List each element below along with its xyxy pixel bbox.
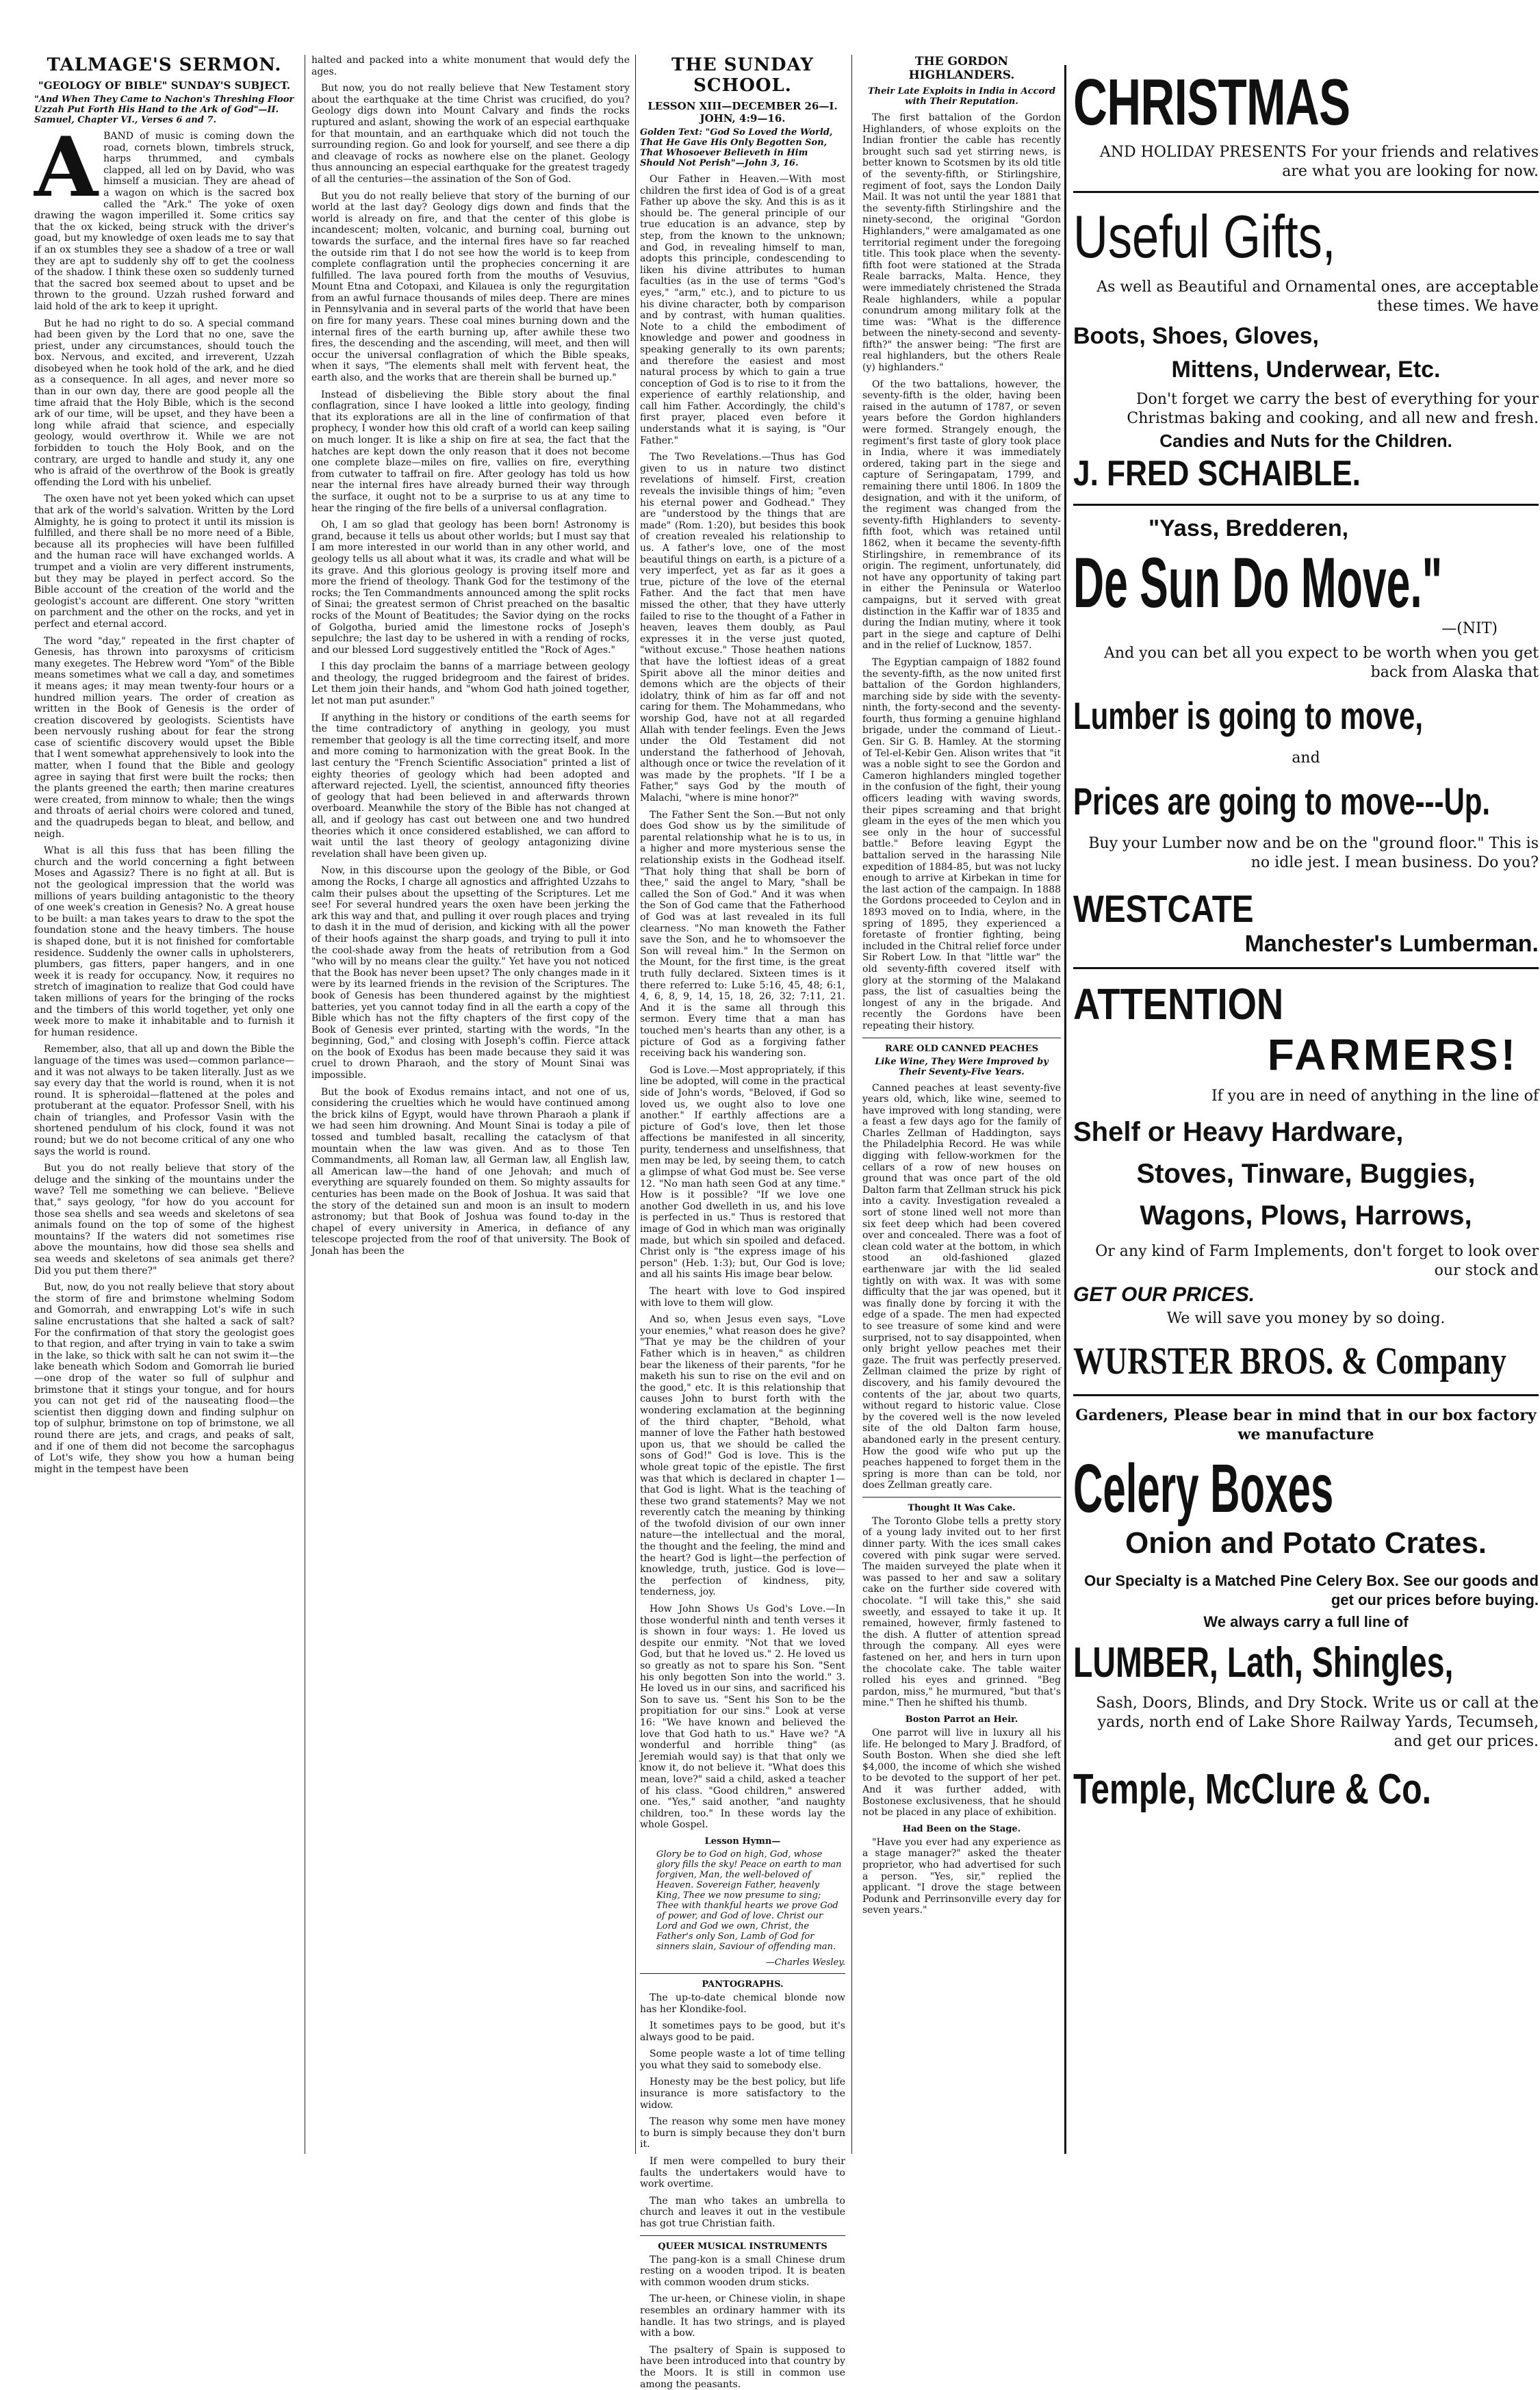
lesson-paragraph: The heart with love to God inspired with love to them will glow. <box>640 1286 845 1309</box>
cake-paragraph: The Toronto Globe tells a pretty story of a young lady invited out to her first dinner party. With the ices small cakes covered with pink sugar were served. The maiden surveyed the plate when it was passed to her and saw a solitary cake on the further side covered with chocolate. "I will take this," she said sweetly, and essayed to take it up. It remained, however, firmly fastened to the dish. A flutter of attention spread through the company. All eyes were fastened on her, and hers in turn upon the chocolate cake. The table waiter rolled his eyes and grinned. "Beg pardon, miss," he murmured, "but that's mine." Then he shifted his thumb. <box>862 1515 1061 1709</box>
stage-paragraph: "Have you ever had any experience as a stage manager?" asked the theater proprietor, who had advertised for such a person. "Yes, sir," replied the applicant. "I drove the stage between Podunk and Perrinsonville every day for seven years." <box>862 1836 1061 1916</box>
sermon-paragraph: But the book of Exodus remains intact, and not one of us, considering the cruelties which he would have continued among the brick kilns of Egypt, would have thrown Pharaoh a plank if we had seen him drowning. And Mount Sinai is today a pile of tossed and tumbled basalt, recalling the cataclysm of that mountain when the law was given. And as to those Ten Commandments, all Roman law, all German law, all English law, all American law—the hand of one Jehovah; and much of everything are squarely founded on them. So mighty assaults for centuries has been made on the Book of Joshua. It was said that the story of the detained sun and moon is an insult to modern astronomy; but that Book of Joshua was found to-day in the chapel of every university in America, in defiance of any telescope projected from the roof of that university. The Book of Jonah has been the <box>311 1086 630 1257</box>
parrot-headline: Boston Parrot an Heir. <box>905 1714 1018 1725</box>
beautiful-text: As well as Beautiful and Ornamental ones, are acceptable these times. We have <box>1096 279 1539 315</box>
peaches-headline: RARE OLD CANNED PEACHES <box>885 1043 1038 1054</box>
always-text: We always carry a full line of <box>1203 1613 1409 1630</box>
pantograph-item: The reason why some men have money to burn is simply because they don't burn it. <box>640 2116 845 2150</box>
holiday-text: AND HOLIDAY PRESENTS For your friends and relatives are what you are looking for now. <box>1099 144 1539 180</box>
stoves-line: Stoves, Tinware, Buggies, <box>1136 1159 1476 1189</box>
golden-text: Golden Text: "God So Loved the World, That He Gave His Only Begotten Son, That Whosoever Believeth in Him Should Not Perish"—John 3, 16. <box>640 127 833 168</box>
lesson-hymn-heading: Lesson Hymn— <box>704 1836 781 1847</box>
instrument-item: The pang-kon is a small Chinese drum resting on a wooden tripod. It is beaten with common wooden drum sticks. <box>640 2254 845 2288</box>
hymn-author: —Charles Wesley. <box>765 1957 845 1968</box>
lesson-paragraph: And so, when Jesus even says, "Love your enemies," what reason does he give? "That ye may be the children of your Father which is in heaven," as children bear the likeness of their parents, "for he maketh his sun to rise on the evil and on the good," etc. It is this relationship that causes John to burst forth with the wondering exclamation at the beginning of the third chapter, "Behold, what manner of love the Father hath bestowed upon us, that we should be called the sons of God!" God is love. This is the whole great topic of the epistle. The first was that which is declared in chapter 1—that God is light. What is the teaching of these two grand statements? May we not reverently catch the meaning by thinking of the twofold division of our own inner nature—the intellectual and the moral, the thought and the feeling, the mind and the heart? God is light—the perfection of knowledge, truth, justice. God is love—the perfection of kindness, pity, tenderness, joy. <box>640 1314 845 1598</box>
pantograph-item: It sometimes pays to be good, but it's always good to be paid. <box>640 2020 845 2043</box>
specialty-text: Our Specialty is a Matched Pine Celery Box. See our goods and get our prices before buying. <box>1084 1572 1539 1608</box>
gordon-paragraph: The first battalion of the Gordon Highlanders, of whose exploits on the Indian frontier the cable has recently brought such sad yet stirring news, is better known to Scotsmen by its old title of the seventy-fifth, or Stirlingshire, regiment of foot, says the London Daily Mail. It was not until the year 1881 that the seventy-fifth Stirlingshire and the ninety-second, the original "Gordon Highlanders," were amalgamated as one territorial regiment under the foregoing title. This took place when the seventy-fifth foot were stationed at the Strada Reale barracks, Malta. Hence, they were immediately christened the Strada Reale highlanders, while a popular conundrum among military folk at the time was: "What is the difference between the ninety-second and seventy-fifth?" the answer being: "The first are real highlanders, but the others Reale (y) highlanders." <box>862 112 1061 374</box>
cake-headline: Thought It Was Cake. <box>908 1502 1016 1513</box>
peaches-deck: Like Wine, They Were Improved by Their Seventy-Five Years. <box>875 1056 1049 1077</box>
farmers-headline: FARMERS! <box>1267 1030 1518 1079</box>
sermon-paragraph: halted and packed into a white monument that would defy the ages. <box>311 55 630 77</box>
nit-note: —(NIT) <box>1441 620 1498 637</box>
prices-up-line: Prices are going to move---Up. <box>1073 780 1491 823</box>
lesson-paragraph: God is Love.—Most appropriately, if this line be adopted, will come in the practical side of John's words, "Beloved, if God so loved us, we ought also to love one another." If earthly affections are a picture of God's love, then let those affections be manifested in all sincerity, purity, tenderness and unselfishness, that men may be led, by seeing them, to catch a glimpse of what God must be. See verse 12. "No man hath seen God at any time." How is it possible? "If we love one another God dwelleth in us, and his love is perfected in us." Thus is restored that image of God in which man was originally made, but which sin spoiled and defaced. Christ only is "the express image of his person" (Heb. 1:3); but, Our God is love; and all his saints His image bear below. <box>640 1064 845 1281</box>
sermon-paragraph: What is all this fuss that has been filling the church and the world concerning a fight between Moses and Agassiz? There is no fight at all. But is not the geological impression that the world was millions of years building antagonistic to the theory of one week's creation in Genesis? No. A great house to be built: a man takes years to draw to the spot the foundation stone and the heavy timbers. The house is shaped done, but it is not finished for comfortable residence. Suddenly the owner calls in upholsterers, plumbers, gas fitters, paper hangers, and in one week it is ready for occupancy. Now, it requires no stretch of imagination to realize that God could have taken millions of years for the bringing of the rocks and the timbers of this world together, yet only one week more to make it inhabitable and to furnish it for human residence. <box>34 845 294 1038</box>
lath-line: LUMBER, Lath, Shingles, <box>1073 1639 1454 1686</box>
gordon-highlanders-column <box>862 55 1061 2154</box>
yass-line: "Yass, Bredderen, <box>1148 515 1349 541</box>
sermon-paragraph: BAND of music is coming down the road, cornets blown, timbrels struck, harps thrummed, and cymbals clapped, all led on by David, who was himself a musician. They are ahead of a wagon on which is the sacred box called the "Ark." The yoke of oxen drawing the wagon imperilled it. Some critics say that the ox kicked, being struck with the driver's goad, but my knowledge of oxen leads me to say that if an ox stumbles they see a shadow of a tree or wall they are apt to suddenly shy off to get the coolness of the shadow. I think these oxen so suddenly turned that the sacred box seemed about to upset and be thrown to the ground. Uzzah rushed forward and laid hold of the ark to keep it upright. <box>34 131 294 312</box>
advertisements-column <box>1064 65 1539 2154</box>
attention-headline: ATTENTION <box>1073 979 1284 1029</box>
lesson-paragraph: How John Shows Us God's Love.—In those wonderful ninth and tenth verses it is shown in four ways: 1. He loved us despite our enmity. "Not that we loved God, but that he loved us." 2. He loved us so greatly as not to spare his Son. "Sent his only begotten Son into the world." 3. He loved us in our sins, and sacrificed his Son to save us. "Sent his Son to be the propitiation for our sins." Look at verse 16: "We have known and believed the love that God hath to us." Have we? "A wonderful and horrible thing" (as Jeremiah would say) is that that only we know it, do not believe it. "What does this mean, love?" said a child, asked a teacher of his class. "Good children," answered one. "Yes," said another, "and naughty children, too." In these words lay the whole Gospel. <box>640 1604 845 1831</box>
peaches-paragraph: Canned peaches at least seventy-five years old, which, like wine, seemed to have improved with long standing, were a feast a few days ago for the family of Charles Zellman of Haddington, says the Philadelphia Record. He was while digging with fellow-workmen for the cellars of a row of new houses on ground that was once part of the old Dalton farm that Zellman struck his pick into a cavity. Investigation revealed a sort of stone lined well not more than six feet deep which had been covered over and concealed. There was a foot of clean cold water at the bottom, in which stood an old-fashioned glazed earthenware jar with the lid sealed tightly on with wax. It was with some difficulty that the jar was opened, but it was finally done by forcing it with the edge of a spade. The men had expected to see treasure of some kind and were surprised, not to say disappointed, when only bright yellow peaches met their gaze. The fruit was perfectly preserved. Zellman claimed the prize by right of discovery, and his family devoured the contents of the jar, about two quarts, without regard to historic value. Close by the covered well is the now leveled site of the old Dalton farm house, abandoned early in the present century. How the good wife who put up the peaches happened to forget them in the spring is more than can be told, nor does Zellman greatly care. <box>862 1082 1061 1491</box>
sermon-column-1 <box>34 55 294 2154</box>
gordon-paragraph: The Egyptian campaign of 1882 found the seventy-fifth, as the now united first battalion of the Gordon highlanders, marching side by side with the seventy-ninth, the forty-second and the seventy-fourth, thus forming a genuine highland brigade, under the command of Lieut.-Gen. Sir G. B. Hamley. At the storming of Tel-el-Kebir Gen. Alison writes that "it was a noble sight to see the Gordon and Cameron highlanders mingled together in the confusion of the fight, their young officers leading with waving swords, their pipes screaming and that bright gleam in the eyes of the men which you see only in the hour of successful battle." Before leaving Egypt the battalion served in the harassing Nile expedition of 1884-85, but was not lucky enough to arrive at Kirbekan in time for the last action of the campaign. In 1888 the Gordons proceeded to Ceylon and in 1893 moved on to India, where, in the spring of 1895, they experienced a foretaste of frontier fighting, being included in the Chitral relief force under Sir Robert Low. In that "little war" the old seventy-fifth covered itself with glory at the storming of the Malakand pass, the list of casualties being the longest of any in the brigade. And recently the Gordons have been repeating their history. <box>862 656 1061 1031</box>
ad-rule <box>1073 967 1539 969</box>
lesson-paragraph: Our Father in Heaven.—With most children the first idea of God is of a great Father up above the sky. And this is as it should be. The general principle of our true education is an advance, step by step, from the known to the unknown; and God, in revealing himself to man, adopts this principle, condescending to liken his divine attributes to human faculties (as in the use of terms "God's eyes," "arm," etc.), and to picture to us his divine character, both by comparison and by contrast, with human qualities. Note to a child the embodiment of knowledge and power and goodness in speaking generally to its own parents; and therefore the easiest and most natural process by which to gain a true conception of God is to rise to it from the experience of earthly relationship, and call him Father. Accordingly, the child's first prayer, placed even before it understands what it is saying, is "Our Father." <box>640 174 845 446</box>
sermon-column-2 <box>311 55 630 2154</box>
sermon-headline: TALMAGE'S SERMON. <box>47 55 282 75</box>
sermon-paragraph: Oh, I am so glad that geology has been born! Astronomy is grand, because it tells us about other worlds; but I must say that I am more interested in our world than in any other world, and geology tells us all about what it was, its cradle and what will be its grave. And this glorious geology is proving itself more and more the friend of theology. Thank God for the testimony of the rocks; the Ten Commandments announced among the split rocks of Sinai; the greatest sermon of Christ preached on the basaltic rocks of the Mount of Beatitudes; the Savior dying on the rocks of Golgotha, buried amid the limestone rocks of Joseph's sepulchre; the last day to be ushered in with a rending of rocks, and our blessed Lord suggestively entitled the "Rock of Ages." <box>311 519 630 656</box>
pantograph-item: Honesty may be the best policy, but life insurance is more satisfactory to the widow. <box>640 2077 845 2111</box>
sermon-paragraph: Instead of disbelieving the Bible story about the final conflagration, since I have looked a little into geology, finding that its explorations are all in the line of confirmation of that prophecy, I wonder how this old craft of a world can keep sailing on much longer. It is like a ship on fire at sea, the fact that the hatches are kept down the only reason that it does not become one complete blaze—miles on fire, vallies on fire, everything from cutwater to taffrail on fire. After geology has told us how near the internal fires have already burned their way through the surface, it ought not to be a surprise to us at any time to hear the ringing of the fire bells of a universal conflagration. <box>311 389 630 514</box>
or-any-text: Or any kind of Farm Implements, don't forget to look over our stock and <box>1095 1243 1539 1279</box>
mittens-line: Mittens, Underwear, Etc. <box>1171 357 1441 383</box>
dont-forget-text: Don't forget we carry the best of everything for your Christmas baking and cooking, and all new and fresh. <box>1127 391 1539 427</box>
save-money-text: We will save you money by so doing. <box>1166 1310 1446 1327</box>
queer-instruments-heading: QUEER MUSICAL INSTRUMENTS <box>658 2241 827 2252</box>
useful-gifts-headline: Useful Gifts, <box>1073 203 1336 270</box>
sermon-paragraph: But you do not really believe that story of the deluge and the sinking of the mountains under the wave? Tell me something we can believe. "Believe that," says geology, "for how do you account for those sea shells and sea weeds and skeletons of sea animals found on the top of some of the highest mountains? If the waters did not sometimes rise above the mountains, how did those sea shells and sea weeds and skeletons of sea animals get there? Did you put them there?" <box>34 1163 294 1276</box>
parrot-paragraph: One parrot will live in luxury all his life. He belonged to Mary J. Bradford, of South Boston. When she died she left $4,000, the income of which she wished to be devoted to the support of her pet. And it was further added, with Bostonese exclusiveness, that he should not be placed in any place of exhibition. <box>862 1727 1061 1819</box>
de-sun-headline: De Sun Do Move." <box>1073 543 1443 623</box>
sash-text: Sash, Doors, Blinds, and Dry Stock. Write us or call at the yards, north end of Lake Shore Railway Yards, Tecumseh, and get our prices. <box>1096 1695 1539 1750</box>
gordon-deck: Their Late Exploits in India in Accord with Their Reputation. <box>867 86 1056 107</box>
and-word: and <box>1292 749 1320 767</box>
sermon-paragraph: I this day proclaim the banns of a marriage between geology and theology, the rugged bridegroom and the fairest of brides. Let them join their hands, and "whom God hath joined together, let not man put asunder." <box>311 661 630 707</box>
lumber-line: Lumber is going to move, <box>1073 694 1424 737</box>
schaible-signature: J. FRED SCHAIBLE. <box>1073 454 1361 493</box>
if-need-text: If you are in need of anything in the line of <box>1211 1088 1539 1105</box>
sunday-school-column <box>640 55 845 2390</box>
sunday-school-headline: THE SUNDAY SCHOOL. <box>671 55 814 96</box>
gordon-headline: THE GORDON HIGHLANDERS. <box>908 55 1015 82</box>
onion-crates-line: Onion and Potato Crates. <box>1125 1526 1487 1560</box>
sermon-deck: "And When They Came to Nachon's Threshing Floor Uzzah Put Forth His Hand to the Ark of God"—II. Samuel, Chapter VI., Verses 6 and 7. <box>34 94 294 125</box>
temple-mcclure-name: Temple, McClure & Co. <box>1073 1766 1432 1813</box>
sermon-paragraph: The oxen have not yet been yoked which can upset that ark of the world's salvation. Written by the Lord Almighty, he is going to protect it until its mission is fulfilled, and there shall be no more need of a Bible, because all its prophecies will have been fulfilled and the human race will have exchanged worlds. A trumpet and a violin are very different instruments, but they may be played in perfect accord. So the Bible account of the creation of the world and the geologist's account are different. One story "written on parchment and the other on the rocks, and yet in perfect and eternal accord. <box>34 493 294 630</box>
westcate-name: WESTCATE <box>1073 887 1254 930</box>
ad-rule <box>1073 1394 1539 1396</box>
stage-headline: Had Been on the Stage. <box>902 1823 1021 1834</box>
buy-text: Buy your Lumber now and be on the "ground floor." This is no idle jest. I mean business. Do you? <box>1088 835 1539 871</box>
instrument-item: The ur-heen, or Chinese violin, in shape resembles an ordinary hammer with its handle. It has two strings, and is played with a bow. <box>640 2293 845 2339</box>
sermon-paragraph: But, now, do you not really believe that story about the storm of fire and brimstone whelming Sodom and Gomorrah, and enwrapping Lot's wife in such saline encrustations that she halted a sack of salt? For the confirmation of that story the geologist goes to that region, and after trying in vain to take a swim in the lake, so thick with salt he can not swim it—the lake beneath which Sodom and Gomorrah lie buried—one drop of the water so full of sulphur and brimstone that it stings your tongue, and for hours you can not get rid of the nauseating flood—the scientist then digging down and finding sulphur on top of sulphur, brimstone on top of brimstone, we all round there are jets, and crags, and peaks of salt, and if one of them did not become the sarcophagus of Lot's wife, they show you how a human being might in the tempest have been <box>34 1282 294 1475</box>
celery-boxes-headline: Celery Boxes <box>1073 1450 1334 1527</box>
sermon-subhead: "GEOLOGY OF BIBLE" SUNDAY'S SUBJECT. <box>38 79 291 92</box>
lesson-number: LESSON XIII—DECEMBER 26—I. JOHN, 4:9—16. <box>647 100 838 125</box>
separator <box>640 2235 845 2236</box>
get-prices-line: GET OUR PRICES. <box>1073 1283 1255 1306</box>
sermon-paragraph: But you do not really believe that story of the burning of our world at the last day? Geology digs down and finds that the world is already on fire, and that the center of this globe is incandescent; molten, volcanic, and burning coal, burning out towards the surface, and the internal fires have so far reached the outside rim that I do not see how the world is to keep from complete conflagration until the prophecies concerning it are fulfilled. The lava poured forth from the mouths of Vesuvius, Mount Etna and Cotopaxi, and Kilauea is only the regurgitation from an awful furnace thousands of miles deep. There are mines in Pennsylvania and in several parts of the world that have been on fire for many years. These coal mines burning down and the internal fires of the earth burning up, after awhile these two fires, the descending and the ascending, will meet, and then will occur the universal conflagration of which the Bible speaks, when it says, "The elements shall melt with fervent heat, the earth also, and the works that are therein shall be burned up." <box>311 190 630 384</box>
candies-line: Candies and Nuts for the Children. <box>1159 431 1452 451</box>
gordon-paragraph: Of the two battalions, however, the seventy-fifth is the older, having been raised in the autumn of 1787, or seven years before the Gordon highlanders were formed. Strangely enough, the regiment's first taste of glory took place in India, where it was immediately ordered, taking part in the siege and capture of Seringapatam, 1799, and remaining there until 1806. In 1809 the designation, and with it the uniform, of the regiment was changed from the seventy-fifth Highlanders to seventy-fifth foot, which was retained until 1862, when it became the seventy-fifth Stirlingshire, in remembrance of its origin. The regiment, unfortunately, did not have any opportunity of taking part in either the Peninsula or Waterloo campaigns, but it served with great distinction in the Kaffir war of 1835 and during the Indian mutiny, where it took part in the siege and capture of Delhi and in the relief of Lucknow, 1857. <box>862 378 1061 652</box>
ad-rule <box>1073 504 1539 506</box>
christmas-headline: CHRISTMAS <box>1073 66 1350 139</box>
pantograph-item: Some people waste a lot of time telling you what they said to somebody else. <box>640 2048 845 2071</box>
pantograph-item: The up-to-date chemical blonde now has her Klondike-fool. <box>640 1992 845 2015</box>
sermon-paragraph: Now, in this discourse upon the geology of the Bible, or God among the Rocks, I charge all agnostics and affrighted Uzzahs to calm their pulses about the upsetting of the Scriptures. Let me see! For several hundred years the oxen have been jerking the ark this way and that, and pulling it over rough places and trying to dash it in the mud of derision, and kicking with all the power of their hoofs against the sharp goads, and trying to pull it into the cool-shade away from the heats of retribution from a God "who will by no means clear the guilty." Yet have you not noticed that the Book has never been upset? The only changes made in it were by its learned friends in the revision of the Scriptures. The book of Genesis has been thundered against by the mightiest batteries, yet you cannot today find in all the earth a copy of the Bible which has not the fifty chapters of the first copy of the Book of Genesis ever printed, starting with the words, "In the beginning, God," and closing with Joseph's coffin. Fierce attack on the book of Exodus has been made because they said it was cruel to drown Pharaoh, and the story of Mount Sinai was impossible. <box>311 865 630 1081</box>
separator <box>640 1973 845 1974</box>
instrument-item: The psaltery of Spain is supposed to have been introduced into that country by the Moors. It is still in common use among the peasants. <box>640 2344 845 2390</box>
pantograph-item: The man who takes an umbrella to church and leaves it out in the vestibule has got true Christian faith. <box>640 2195 845 2229</box>
ad-rule <box>1073 191 1539 193</box>
shelf-line: Shelf or Heavy Hardware, <box>1073 1117 1404 1147</box>
wurster-name: WURSTER BROS. & Company <box>1073 1340 1506 1383</box>
gardeners-text: Gardeners, Please bear in mind that in our box factory we manufacture <box>1075 1406 1537 1443</box>
sermon-paragraph: If anything in the history or conditions of the earth seems for the time contradictory of anything in geology, you must remember that geology is all the time correcting itself, and more and more coming to harmonization with the great Book. In the last century the "French Scientific Association" printed a list of eighty theories of geology which had been adopted and afterward rejected. Lyell, the scientist, announced fifty theories of geology that had been believed in and afterwards thrown overboard. Meanwhile the story of the Bible has not changed at all, and if geology has cast out between one and two hundred theories which it once considered established, we can afford to wait until the last theory of geology antagonizing divine revelation shall have been given up. <box>311 712 630 860</box>
sermon-paragraph: But he had no right to do so. A special command had been given by the Lord that no one, save the priest, under any circumstances, should touch the box. Nervous, and excited, and irreverent, Uzzah disobeyed when he took hold of the ark, and he died as a consequence. In all ages, and never more so than in our own day, there are good people all the time afraid that the Holy Bible, which is the second ark of our time, will be upset, and they have been a long while afraid that science, and especially geology, would overthrow it. While we are not forbidden to touch the Holy Book, and on the contrary, are urged to handle and study it, any one who is afraid of the overthrow of the Book is greatly offending the Lord with his unbelief. <box>34 318 294 488</box>
lesson-hymn: Glory be to God on high, God, whose glory fills the sky! Peace on earth to man forgiven, Man, the well-beloved of Heaven. Sovereign Father, heavenly King, Thee we now presume to sing; Thee with thankful hearts we prove God of power, and God of love. Christ our Lord and God we own, Christ, the Father's only Son, Lamb of God for sinners slain, Saviour of offending man. <box>656 1849 842 1952</box>
wagons-line: Wagons, Plows, Harrows, <box>1140 1200 1472 1231</box>
pantograph-item: If men were compelled to bury their faults the undertakers would have to work overtime. <box>640 2156 845 2190</box>
lesson-paragraph: The Two Revelations.—Thus has God given to us in nature two distinct revelations of himself. First, creation reveals the invisible things of him; "even his eternal power and Godhead." They are "understood by the things that are made" (Rom. 1:20), but besides this book of creation revealed his relationship to us. A father's love, one of the most beautiful things on earth, is a picture of a very imperfect, yet as far as it goes a true, picture of the love of the eternal Father. And the fact that men have missed the other, that they have utterly failed to rise to the thought of a Father in heaven, leaves them doubly, as Paul expresses it in the verse just quoted, "without excuse." Those heathen nations that have the loftiest ideas of a great Spirit above all the minor deities and demons which are the objects of their idolatry, think of him as far off and not caring for them. The Mohammedans, who worship God, have not at all regarded Allah with tender feelings. Even the Jews under the Old Testament did not understand the fatherhood of Jehovah, although once or twice the revelation of it was made by the prophets. "If I be a Father," says God by the mouth of Malachi, "where is mine honor?" <box>640 452 845 804</box>
boots-line: Boots, Shoes, Gloves, <box>1073 323 1319 349</box>
sermon-paragraph: But now, you do not really believe that New Testament story about the earthquake at the time Christ was crucified, do you? Geology digs down into Mount Calvary and finds the rocks ruptured and aslant, showing the work of an especial earthquake for that mountain, and an earthquake which did not touch the surrounding region. Go and look for yourself, and see there a dip and cleavage of rocks as nowhere else on the planet. Geology thus announcing an especial earthquake for the greatest tragedy of all the centuries—the assination of the Son of God. <box>311 83 630 185</box>
column-rule <box>851 55 852 2154</box>
lesson-paragraph: The Father Sent the Son.—But not only does God show us by the similitude of parental relationship what he is to us, in a higher and more mysterious sense the relationship exists in the Godhead itself. "That holy thing that shall be born of thee," said the angel to Mary, "shall be called the Son of God." And it was when the Son of God came that the Fatherhood of God was at last revealed in its full clearness. "No man knoweth the Father save the Son, and he to whomsoever the Son will reveal him." In the Sermon on the Mount, for the first time, is the great truth fully declared. Sixteen times is it there referred to: Luke 5:16, 45, 48; 6:1, 4, 6, 8, 9, 14, 15, 18, 26, 32; 7:11, 21. And it is the same all through this sermon. Every time that a man has touched men's hearts than any other, is a picture of God as a forgiving father receiving back his wandering son. <box>640 809 845 1059</box>
sermon-paragraph: Remember, also, that all up and down the Bible the language of the times was used—common parlance—and it was not always to be taken literally. Just as we say every day that the world is round, when it is not round. It is spheroidal—flattened at the poles and protuberant at the equator. Professor Snell, with his chain of triangles, and Professor Vasin with the shortened pendulum of his clock, found it was not round; but we do not become critical of any one who says the world is round. <box>34 1044 294 1157</box>
sermon-paragraph: The word "day," repeated in the first chapter of Genesis, has thrown into paroxysms of criticism many exegetes. The Hebrew word "Yom" of the Bible means sometimes what we call a day, and sometimes it means ages; it may mean twenty-four hours or a hundred million years. The order of creation as written in the Book of Genesis is the order of creation discovered by geologists. Scientists have been nervously rushing about for fear the strong case of scientific discovery would upset the Bible that I went somewhat apprehensively to look into the matter, when I found that the Bible and geology agree in saying that first were built the rocks; then the plants greened the earth; then marine creatures were created, from minnow to whale; then the wings and throats of aerial choirs were colored and tuned, and the quadrupeds began to bleat, and bellow, and neigh. <box>34 635 294 840</box>
manchester-line: Manchester's Lumberman. <box>1244 931 1539 957</box>
drop-cap: A <box>34 119 99 216</box>
bet-text: And you can bet all you expect to be worth when you get back from Alaska that <box>1104 645 1539 681</box>
separator <box>862 1497 1061 1498</box>
pantographs-heading: PANTOGRAPHS. <box>702 1979 784 1990</box>
column-rule <box>635 55 636 2154</box>
